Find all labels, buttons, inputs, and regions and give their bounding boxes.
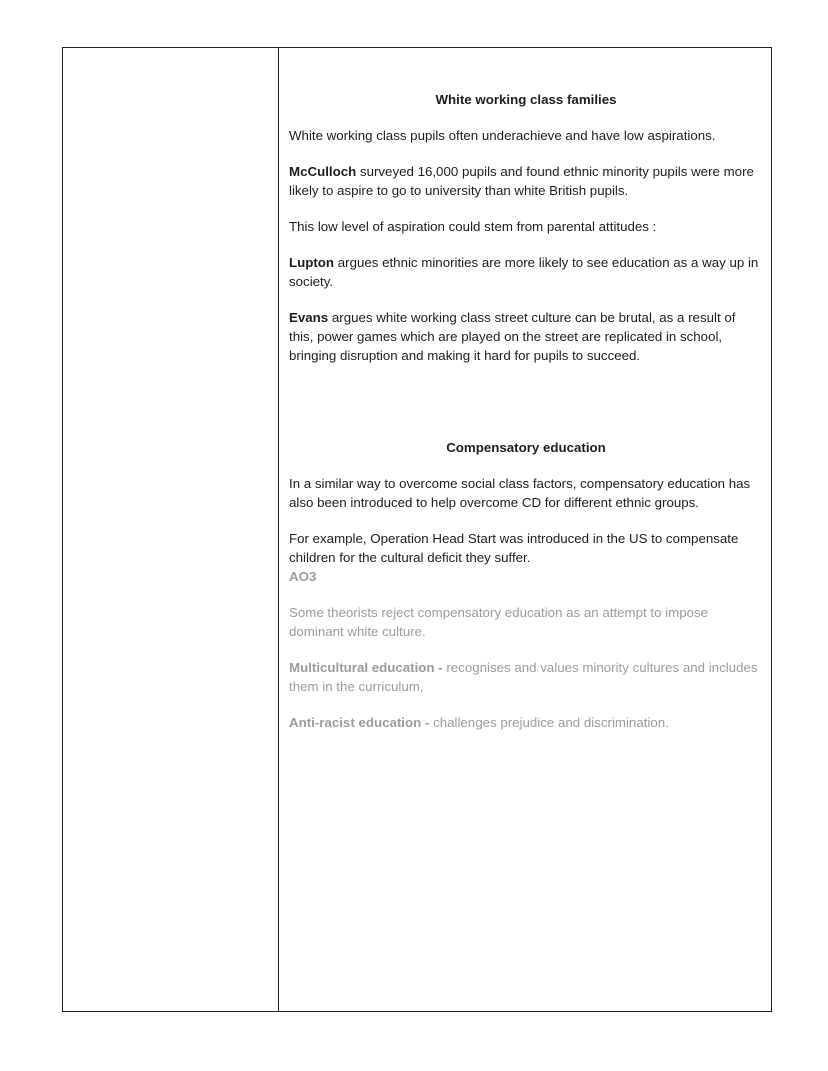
section-heading: Compensatory education (446, 440, 606, 455)
paragraph-text: challenges prejudice and discrimination. (429, 715, 669, 730)
paragraph (289, 603, 763, 641)
table-cell-right-content (279, 48, 771, 1011)
paragraph-text: argues white working class street culture can be brutal, as a result of this, power games which are played on the street are replicated in school, bringing disruption and making it hard for pupils to succeed. (289, 310, 736, 363)
section-ao3-evaluation (289, 567, 763, 732)
bold-lead: Multicultural education - (289, 660, 443, 675)
paragraph-text: In a similar way to overcome social class factors, compensatory education has also been introduced to help overcome CD for different ethnic groups. (289, 476, 751, 510)
paragraph-text: surveyed 16,000 pupils and found ethnic minority pupils were more likely to aspire to go to university than white British pupils. (289, 164, 754, 198)
paragraph (289, 529, 763, 567)
notes-table (62, 47, 772, 1012)
section-compensatory-education (289, 438, 763, 567)
bold-lead: Lupton (289, 255, 335, 270)
section-heading: White working class families (435, 92, 617, 107)
paragraph-text: Some theorists reject compensatory education as an attempt to impose dominant white culture. (289, 605, 709, 639)
paragraph (289, 217, 763, 236)
bold-lead: Anti-racist education - (289, 715, 430, 730)
paragraph-text: This low level of aspiration could stem from parental attitudes : (289, 219, 657, 234)
bold-lead: McCulloch (289, 164, 357, 179)
paragraph-text: For example, Operation Head Start was introduced in the US to compensate children for the cultural deficit they suffer. (289, 531, 739, 565)
section-white-working-class (289, 90, 763, 365)
ao3-heading: AO3 (289, 569, 317, 584)
paragraph-text: argues ethnic minorities are more likely to see education as a way up in society. (289, 255, 759, 289)
paragraph (289, 474, 763, 512)
table-cell-left-empty (63, 48, 279, 1011)
paragraph (289, 162, 763, 200)
paragraph (289, 713, 763, 732)
paragraph (289, 253, 763, 291)
paragraph (289, 126, 763, 145)
paragraph-text: recognises and values minority cultures and includes them in the curriculum, (289, 660, 758, 694)
paragraph-text: White working class pupils often underachieve and have low aspirations. (289, 128, 716, 143)
bold-lead: Evans (289, 310, 329, 325)
paragraph (289, 658, 763, 696)
paragraph (289, 308, 763, 365)
